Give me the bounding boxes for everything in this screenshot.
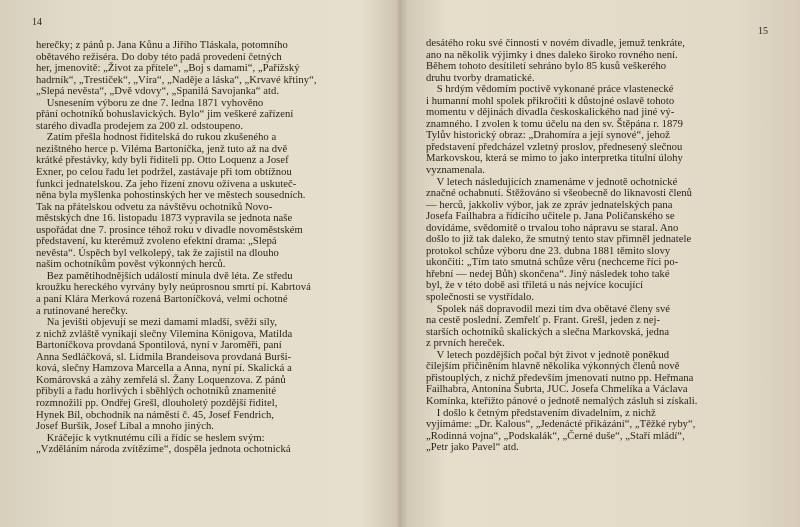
text-line: hadrník“, „Trestiček“, „Víra“, „Naděje a láska“, „Krvavé křtiny“, [36, 74, 317, 86]
text-line: I došlo k četným představením divadelním, z nichž [426, 407, 656, 419]
text-line: Bez pamětihodnějších událostí minula dvě léta. Ze středu [36, 270, 293, 282]
text-line: Komárovská a záhy zemřelá sl. Žany Loquenzova. Z pánů [36, 374, 286, 386]
text-line: S hrdým vědomím poctivě vykonané práce vlastenecké [426, 84, 674, 96]
text-line: nezištného herce p. Viléma Bartoníčka, jenž tuto až na dvě [36, 143, 288, 155]
text-line: Během tohoto desítiletí sehráno bylo 85 kusů veškerého [426, 61, 667, 73]
text-line: uspořádat dne 7. prosince téhož roku v divadle novoměstském [36, 224, 303, 236]
text-line: Komínka, kteřížto pánové o jednotě nemalých zásluh si získali. [426, 395, 698, 407]
text-line: na cestě poslední. Zemřelť p. Frant. Grešl, jeden z nej- [426, 315, 661, 327]
text-line: krátké přestávky, kdy byli řiditeli pp. Otto Loquenz a Josef [36, 155, 289, 167]
text-line: Exner, po celou řadu let podržel, zastávaje při tom obtížnou [36, 167, 292, 179]
text-line: ková, slečny Hamzova Marcella a Anna, nyní pí. Skalická a [36, 363, 292, 375]
text-line: i humanní mohl spolek přikročiti k důstojné oslavě tohoto [426, 95, 675, 107]
text-line: momentu v dějinách divadla českoskalického nad jiné vý- [426, 107, 675, 119]
text-line: „Rodinná vojna“, „Podskalák“, „Černé duše“, „Staří mládí“, [426, 430, 685, 442]
text-line: nevěsta“. Úspěch byl velkolepý, tak že zajistil na dlouho [36, 247, 279, 259]
text-line: společnosti se vystřídalo. [426, 292, 535, 304]
text-line: představení předcházel vzletný proslov, přednesený slečnou [426, 141, 683, 153]
text-line: hřební — nedej Bůh) skončena“. Jiný následek toho také [426, 268, 670, 280]
text-line: — herců, jakkoliv výbor, jak ze zpráv jednatelských pana [426, 199, 673, 211]
text-line: ano na několik výjimky i dnes daleko široko rovného není. [426, 49, 678, 61]
text-line: druhu tvorby dramatické. [426, 72, 535, 84]
text-line: a paní Klára Merková rozená Bartoníčková, velmi ochotné [36, 294, 288, 306]
text-line: Spolek náš dopravodil mezi tím dva obětavé členy své [426, 303, 671, 315]
text-line: Kráčejíc k vytknutému cíli a řídíc se heslem svým: [36, 432, 265, 444]
text-line: funkci jednatelskou. Za jeho řízení znovu ožívena a uskuteč- [36, 178, 297, 190]
text-line: Tak na přátelskou odvetu za návštěvu ochotníků Novo- [36, 201, 273, 213]
text-line: značné ochabnutí. Stěžováno si všeobecně do liknavosti členů [426, 188, 692, 200]
text-line: desátého roku své činnosti v novém divadle, jemuž tenkráte, [426, 38, 685, 49]
text-line: z prvních hereček. [426, 338, 505, 350]
text-line: dovídáme, svědomitě o trvalou toho nápravu se staral. Ano [426, 222, 679, 234]
text-line: čilejším přičiněním hlavně několika výkonných členů nově [426, 361, 680, 373]
text-line: „Petr jako Pavel“ atd. [426, 442, 519, 454]
right-page [402, 0, 800, 527]
text-line: herečky; z pánů p. Jana Kůnu a Jiřího Tláskala, potomního [36, 40, 288, 51]
left-page [0, 0, 398, 527]
text-line: Markovskou, která se mimo to jako interpretka titulní úlohy [426, 153, 683, 165]
text-line: Failhabra, Antonína Šubrta, JUC. Josefa Chmelíka a Václava [426, 384, 688, 396]
text-line: znamného. I zvolen k tomu účelu na den sv. Štěpána r. 1879 [426, 118, 683, 130]
text-line: V letech pozdějších počal být život v jednotě poněkud [426, 349, 670, 361]
text-line: starého divadla prodejem za 200 zl. odstoupeno. [36, 120, 244, 132]
text-line: rozmnožili pp. Ondřej Grešl, dlouholetý pozdější řiditel, [36, 397, 278, 409]
text-line: her, jmenovitě: „Život za přítele“, „Boj s damami“, „Pařížský [36, 63, 300, 75]
text-line: Zatím přešla hodnost řiditelská do rukou zkušeného a [36, 132, 277, 144]
text-line: městských dne 16. listopadu 1873 vypravila se jednota naše [36, 213, 293, 225]
text-line: Bartoníčkova provdaná Spontilová, nyní v Jaroměři, paní [36, 340, 282, 352]
text-line: Anna Sedláčková, sl. Lidmila Brandeisova provdaná Burši- [36, 351, 292, 363]
text-line: Usnesením výboru ze dne 7. ledna 1871 vyhověno [36, 97, 264, 109]
page-number: 14 [32, 17, 42, 28]
text-line: protokol schůze výboru dne 23. dubna 1881 těmito slovy [426, 245, 671, 257]
text-line: Josefa Failhabra a řídícího učitele p. Jana Poličanského se [426, 211, 675, 223]
text-line: přistouplých, z nichž především jmenovati nutno pp. Heřmana [426, 372, 694, 384]
text-line: „Vzděláním národa zvítězíme“, dospěla jednota ochotnická [36, 444, 291, 456]
text-line: a rutinované herečky. [36, 305, 128, 317]
text-line: ukončiti: „Tím tato smutná schůze věru (nechceme říci po- [426, 257, 679, 269]
text-line: V letech následujících znamenáme v jednotě ochotnické [426, 176, 678, 188]
text-line: vyjímáme: „Dr. Kalous“, „Jedenácté přikázání“, „Těžké ryby“, [426, 419, 696, 431]
page-text [36, 40, 392, 456]
text-line: z nichž zvláště vynikají slečny Vilemína Königova, Matilda [36, 328, 293, 340]
text-line: Josef Buršík, Josef Líbal a mnoho jiných. [36, 421, 214, 433]
text-line: něna byla myšlenka pohostinských her ve městech sousedních. [36, 190, 306, 202]
text-line: starších ochotníků skalických a slečna Markovská, jedna [426, 326, 670, 338]
text-line: Hynek Bíl, obchodník na náměstí č. 45, Josef Fendrich, [36, 409, 275, 421]
text-line: našim ochotníkům pověst výkonných herců. [36, 259, 226, 271]
text-line: byl, že v této době asi třiletá u nás nejvíce kocující [426, 280, 644, 292]
text-line: obětavého režiséra. Do doby této padá provedení četných [36, 51, 282, 63]
text-line: představení, ku kterémuž zvoleno efektní drama: „Slepá [36, 236, 277, 248]
text-line: došlo to již tak daleko, že smutný tento stav přimněl jednatele [426, 234, 692, 246]
text-line: přibyli a řadu horlivých i sběhlých ochotníků znamenité [36, 386, 277, 398]
page-number: 15 [758, 26, 768, 37]
text-line: Na jevišti objevují se mezi damami mladší, svěží síly, [36, 317, 278, 329]
text-line: Tylův historický obraz: „Drahomíra a její synové“, jehož [426, 130, 670, 142]
page-text [426, 38, 782, 454]
text-line: vyznamenala. [426, 165, 486, 177]
text-line: kroužku hereckého vyrvány byly neúprosnou smrtí pí. Kabrtová [36, 282, 311, 294]
text-line: „Slepá nevěsta“, „Dvě vdovy“, „Spanilá Savojanka“ atd. [36, 86, 280, 98]
text-line: přání ochotníků bohuslavických. Bylo“ jim veškeré zařízení [36, 109, 294, 121]
